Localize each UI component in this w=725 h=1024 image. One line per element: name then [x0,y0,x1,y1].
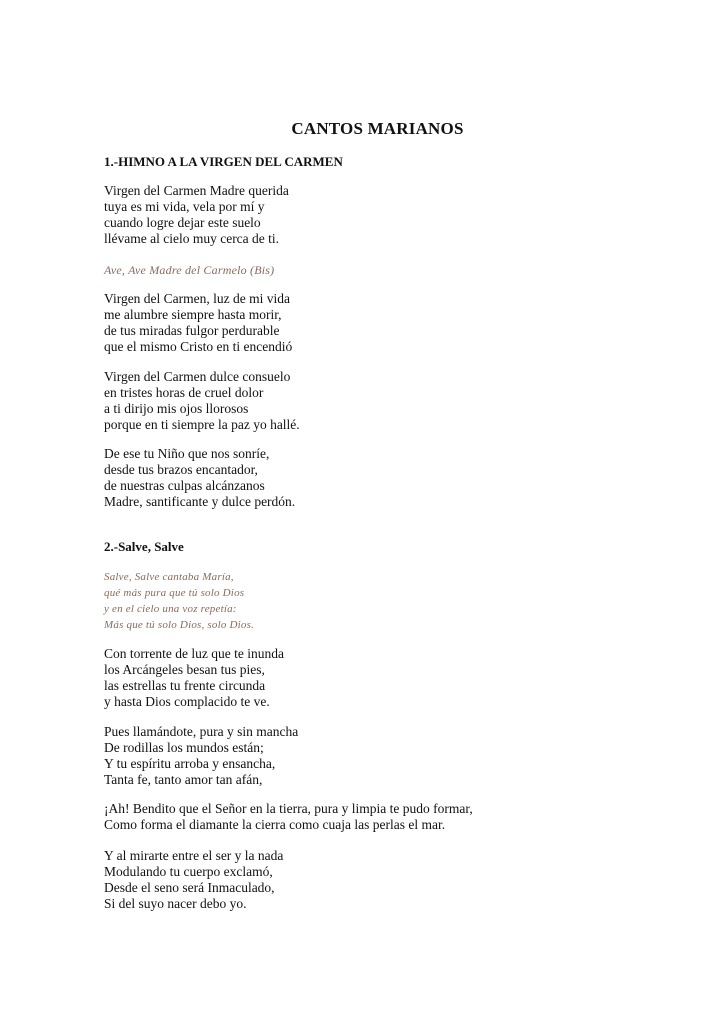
song1-stanza-2 [104,291,292,355]
verse-line: Si del suyo nacer debo yo. [104,896,247,911]
song2-stanza-2 [104,724,298,788]
verse-line: Con torrente de luz que te inunda [104,646,284,661]
verse-line: Desde el seno será Inmaculado, [104,880,275,895]
verse-line: Tanta fe, tanto amor tan afán, [104,772,263,787]
song1-stanza-3 [104,369,300,433]
song2-stanza-3 [104,801,473,833]
verse-line: los Arcángeles besan tus pies, [104,662,265,677]
song1-heading: 1.-HIMNO A LA VIRGEN DEL CARMEN [104,154,343,169]
verse-line: y hasta Dios complacido te ve. [104,694,270,709]
verse-line: Pues llamándote, pura y sin mancha [104,724,299,739]
verse-line: de nuestras culpas alcánzanos [104,478,265,493]
verse-line: De rodillas los mundos están; [104,740,264,755]
verse-line: que el mismo Cristo en ti encendió [104,339,293,354]
song1-stanza-1 [104,183,289,247]
verse-line: llévame al cielo muy cerca de ti. [104,231,280,246]
verse-line: Y al mirarte entre el ser y la nada [104,848,284,863]
refrain-line: Salve, Salve cantaba María, [104,571,234,583]
verse-line: ¡Ah! Bendito que el Señor en la tierra, pura y limpia te pudo formar, [104,801,473,816]
verse-line: porque en ti siempre la paz yo hallé. [104,417,300,432]
verse-line: Modulando tu cuerpo exclamó, [104,864,273,879]
verse-line: a ti dirijo mis ojos llorosos [104,401,249,416]
song2-refrain [104,569,254,633]
refrain-line: Más que tú solo Dios, solo Dios. [104,619,255,631]
song1-stanza-4 [104,446,295,510]
document-title: CANTOS MARIANOS [291,119,464,138]
verse-line: las estrellas tu frente circunda [104,678,266,693]
song2-stanza-1 [104,646,284,710]
verse-line: desde tus brazos encantador, [104,462,258,477]
song2-stanza-4 [104,848,283,912]
refrain-line: y en el cielo una voz repetía: [104,603,237,615]
verse-line: me alumbre siempre hasta morir, [104,307,282,322]
refrain-line: Ave, Ave Madre del Carmelo (Bis) [104,263,275,277]
verse-line: Virgen del Carmen Madre querida [104,183,289,198]
verse-line: de tus miradas fulgor perdurable [104,323,280,338]
verse-line: Madre, santificante y dulce perdón. [104,494,296,509]
verse-line: Como forma el diamante la cierra como cuaja las perlas el mar. [104,817,446,832]
verse-line: Y tu espíritu arroba y ensancha, [104,756,276,771]
refrain-line: qué más pura que tú solo Dios [104,587,245,599]
song2-heading: 2.-Salve, Salve [104,539,184,554]
song1-refrain [104,262,274,278]
verse-line: Virgen del Carmen dulce consuelo [104,369,291,384]
verse-line: De ese tu Niño que nos sonríe, [104,446,270,461]
verse-line: cuando logre dejar este suelo [104,215,261,230]
verse-line: en tristes horas de cruel dolor [104,385,264,400]
verse-line: Virgen del Carmen, luz de mi vida [104,291,291,306]
verse-line: tuya es mi vida, vela por mí y [104,199,265,214]
